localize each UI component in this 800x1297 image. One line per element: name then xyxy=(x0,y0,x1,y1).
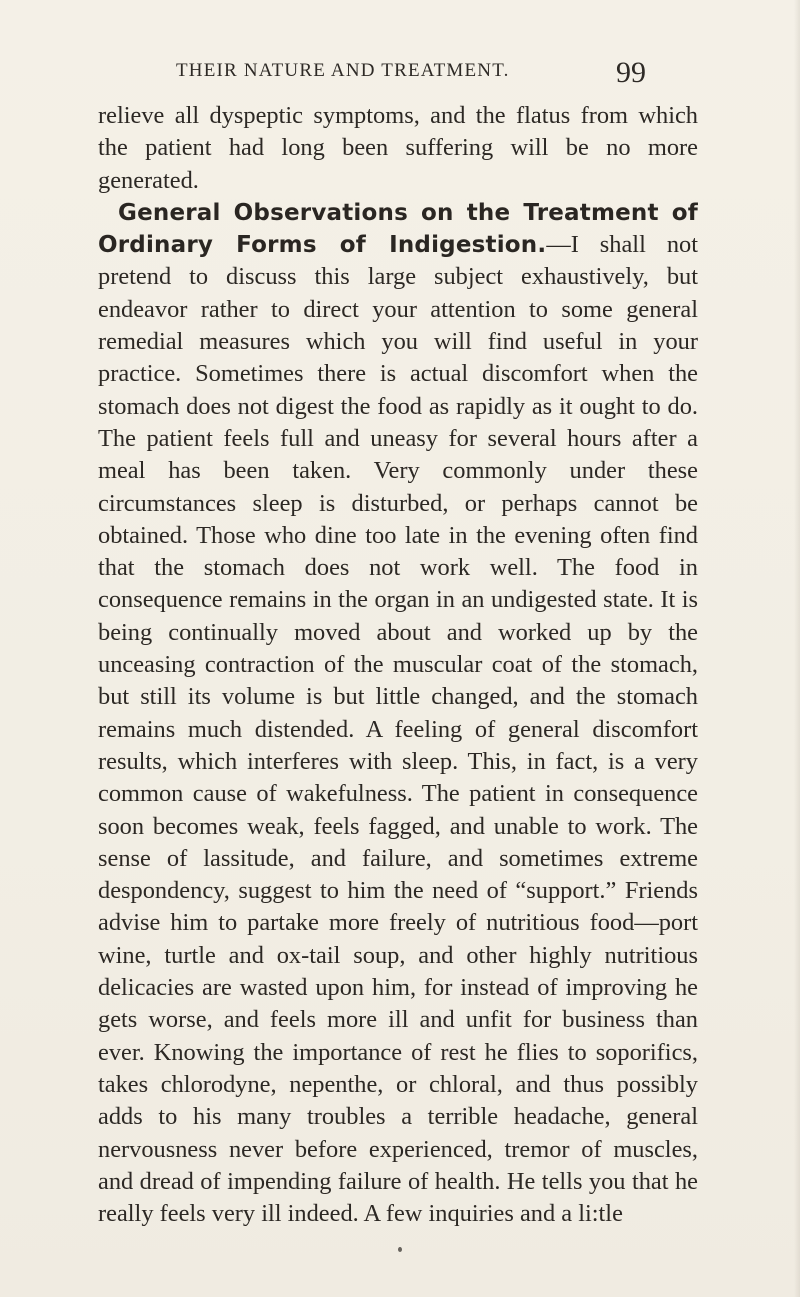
page-edge-shade xyxy=(794,0,800,1297)
body-text xyxy=(98,100,698,1230)
paragraph-continued: relieve all dyspeptic symptoms, and the flatus from which the patient had long been suffering will be no more generated. xyxy=(98,102,698,194)
paragraph-treatment-text: —I shall not pretend to discuss this large subject exhaustively, but endeavor rather to direct your attention to some general remedial measures which you will find useful in your practice. Sometimes there is actual discomfort when the stomach does not digest the food as rapidly as it ought to do. The patient feels full and uneasy for several hours after a meal has been taken. Very commonly under these circumstances sleep is disturbed, or perhaps cannot be obtained. Those who dine too late in the evening often find that the stomach does not work well. The food in consequence remains in the organ in an undigested state. It is being continually moved about and worked up by the unceasing contraction of the muscular coat of the stomach, but still its volume is but little changed, and the stomach remains much distended. A feeling of general discomfort results, which interferes with sleep. This, in fact, is a very common cause of wakefulness. The patient in consequence soon becomes weak, feels fagged, and unable to work. The sense of lassitude, and failure, and sometimes extreme despondency, suggest to him the need of “support.” Friends advise him to partake more freely of nutritious food—port wine, turtle and ox-tail soup, and other highly nutritious delicacies are wasted upon him, for instead of improving he gets worse, and feels more ill and unfit for business than ever. Knowing the importance of rest he flies to soporifics, takes chlorodyne, nepenthe, or chloral, and thus possibly adds to his many troubles a terrible headache, general nervousness never before experienced, tremor of muscles, and dread of impending failure of health. He tells you that he really feels very ill indeed. A few inquiries and a li:tle xyxy=(98,231,698,1228)
section-heading: General Observations on the Treatment of Ordinary Forms of Indigestion. xyxy=(98,199,698,259)
page-number: 99 xyxy=(616,56,646,89)
paragraph-treatment xyxy=(98,197,698,1231)
running-head xyxy=(0,56,800,92)
running-title: THEIR NATURE AND TREATMENT. xyxy=(176,60,510,81)
ink-speck xyxy=(398,1247,402,1252)
